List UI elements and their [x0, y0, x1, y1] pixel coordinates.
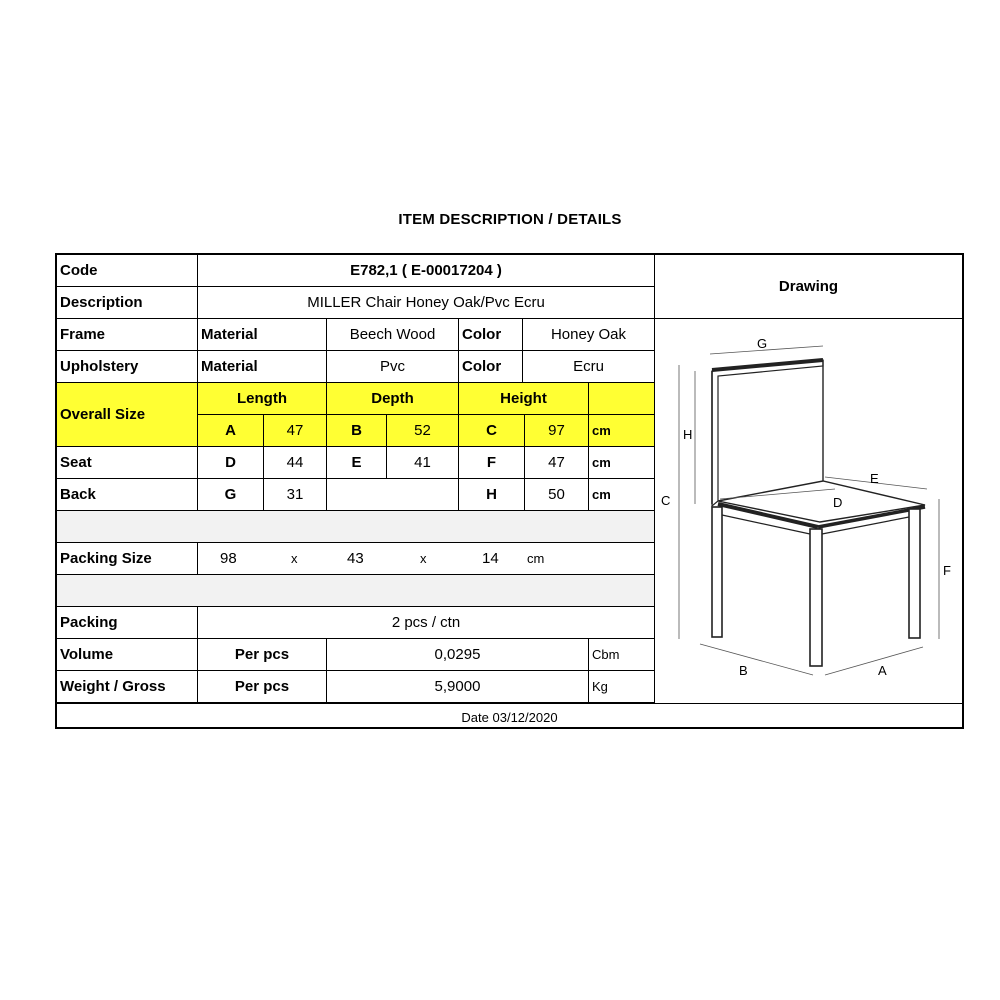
back-label: Back [57, 479, 198, 511]
dim-h-value: 50 [525, 479, 589, 511]
frame-color-label: Color [459, 319, 523, 351]
dim-a-key: A [198, 415, 264, 447]
dim-d-value: 44 [264, 447, 327, 479]
upholstery-color-value: Ecru [523, 351, 655, 383]
dim-line-a [825, 647, 923, 675]
description-value: MILLER Chair Honey Oak/Pvc Ecru [198, 287, 655, 319]
packing-height: 14 [482, 550, 499, 567]
packing-unit: cm [527, 551, 545, 566]
chair-drawing [655, 319, 962, 703]
packing-size-values [198, 543, 655, 575]
spacer-row-2 [57, 575, 655, 607]
dim-h-key: H [459, 479, 525, 511]
dim-e-value: 41 [387, 447, 459, 479]
packing-x-2: x [420, 551, 427, 566]
date-divider [57, 703, 962, 704]
spacer-row-1 [57, 511, 655, 543]
drawing-label-d: D [833, 495, 843, 510]
volume-per: Per pcs [198, 639, 327, 671]
overall-size-label: Overall Size [57, 383, 198, 447]
weight-label: Weight / Gross [57, 671, 198, 703]
drawing-label-f: F [943, 563, 951, 578]
volume-label: Volume [57, 639, 198, 671]
description-label: Description [57, 287, 198, 319]
frame-material-value: Beech Wood [327, 319, 459, 351]
chair-diagram [655, 319, 962, 703]
depth-header: Depth [327, 383, 459, 415]
packing-width: 43 [347, 550, 364, 567]
dim-a-value: 47 [264, 415, 327, 447]
code-value: E782,1 ( E-00017204 ) [198, 255, 655, 287]
seat-unit: cm [589, 447, 655, 479]
drawing-label-h: H [683, 427, 693, 442]
upholstery-material-value: Pvc [327, 351, 459, 383]
chair-leg-front-right [909, 509, 920, 638]
chair-leg-front-left [810, 529, 822, 666]
dim-b-key: B [327, 415, 387, 447]
dim-d-key: D [198, 447, 264, 479]
drawing-label-g: G [757, 336, 768, 351]
upholstery-material-label: Material [198, 351, 327, 383]
dim-f-value: 47 [525, 447, 589, 479]
dim-c-key: C [459, 415, 525, 447]
upholstery-label: Upholstery [57, 351, 198, 383]
length-header: Length [198, 383, 327, 415]
drawing-label-b: B [739, 663, 748, 678]
dim-e-key: E [327, 447, 387, 479]
packing-x-1: x [291, 551, 298, 566]
packing-label: Packing [57, 607, 198, 639]
overall-blank-cell [589, 383, 655, 415]
dim-f-key: F [459, 447, 525, 479]
height-header: Height [459, 383, 589, 415]
dim-g-key: G [198, 479, 264, 511]
packing-value: 2 pcs / ctn [198, 607, 655, 639]
page-title: ITEM DESCRIPTION / DETAILS [398, 211, 622, 228]
drawing-label-e: E [870, 471, 879, 486]
drawing-label-c: C [661, 493, 671, 508]
upholstery-color-label: Color [459, 351, 523, 383]
volume-value: 0,0295 [327, 639, 589, 671]
back-unit: cm [589, 479, 655, 511]
packing-size-label: Packing Size [57, 543, 198, 575]
weight-value: 5,9000 [327, 671, 589, 703]
drawing-label-a: A [878, 663, 887, 678]
date-footer: Date 03/12/2020 [461, 709, 558, 725]
weight-unit: Kg [589, 671, 655, 703]
chair-seat [718, 481, 925, 522]
code-label: Code [57, 255, 198, 287]
frame-color-value: Honey Oak [523, 319, 655, 351]
frame-material-label: Material [198, 319, 327, 351]
back-blank-cell [327, 479, 459, 511]
dim-c-value: 97 [525, 415, 589, 447]
dim-line-b [700, 644, 813, 675]
weight-per: Per pcs [198, 671, 327, 703]
volume-unit: Cbm [589, 639, 655, 671]
chair-leg-back-left [712, 507, 722, 637]
seat-label: Seat [57, 447, 198, 479]
packing-length: 98 [220, 550, 237, 567]
dim-b-value: 52 [387, 415, 459, 447]
frame-label: Frame [57, 319, 198, 351]
overall-unit: cm [589, 415, 655, 447]
item-details-sheet [55, 253, 964, 729]
dim-g-value: 31 [264, 479, 327, 511]
drawing-title: Drawing [655, 255, 962, 319]
